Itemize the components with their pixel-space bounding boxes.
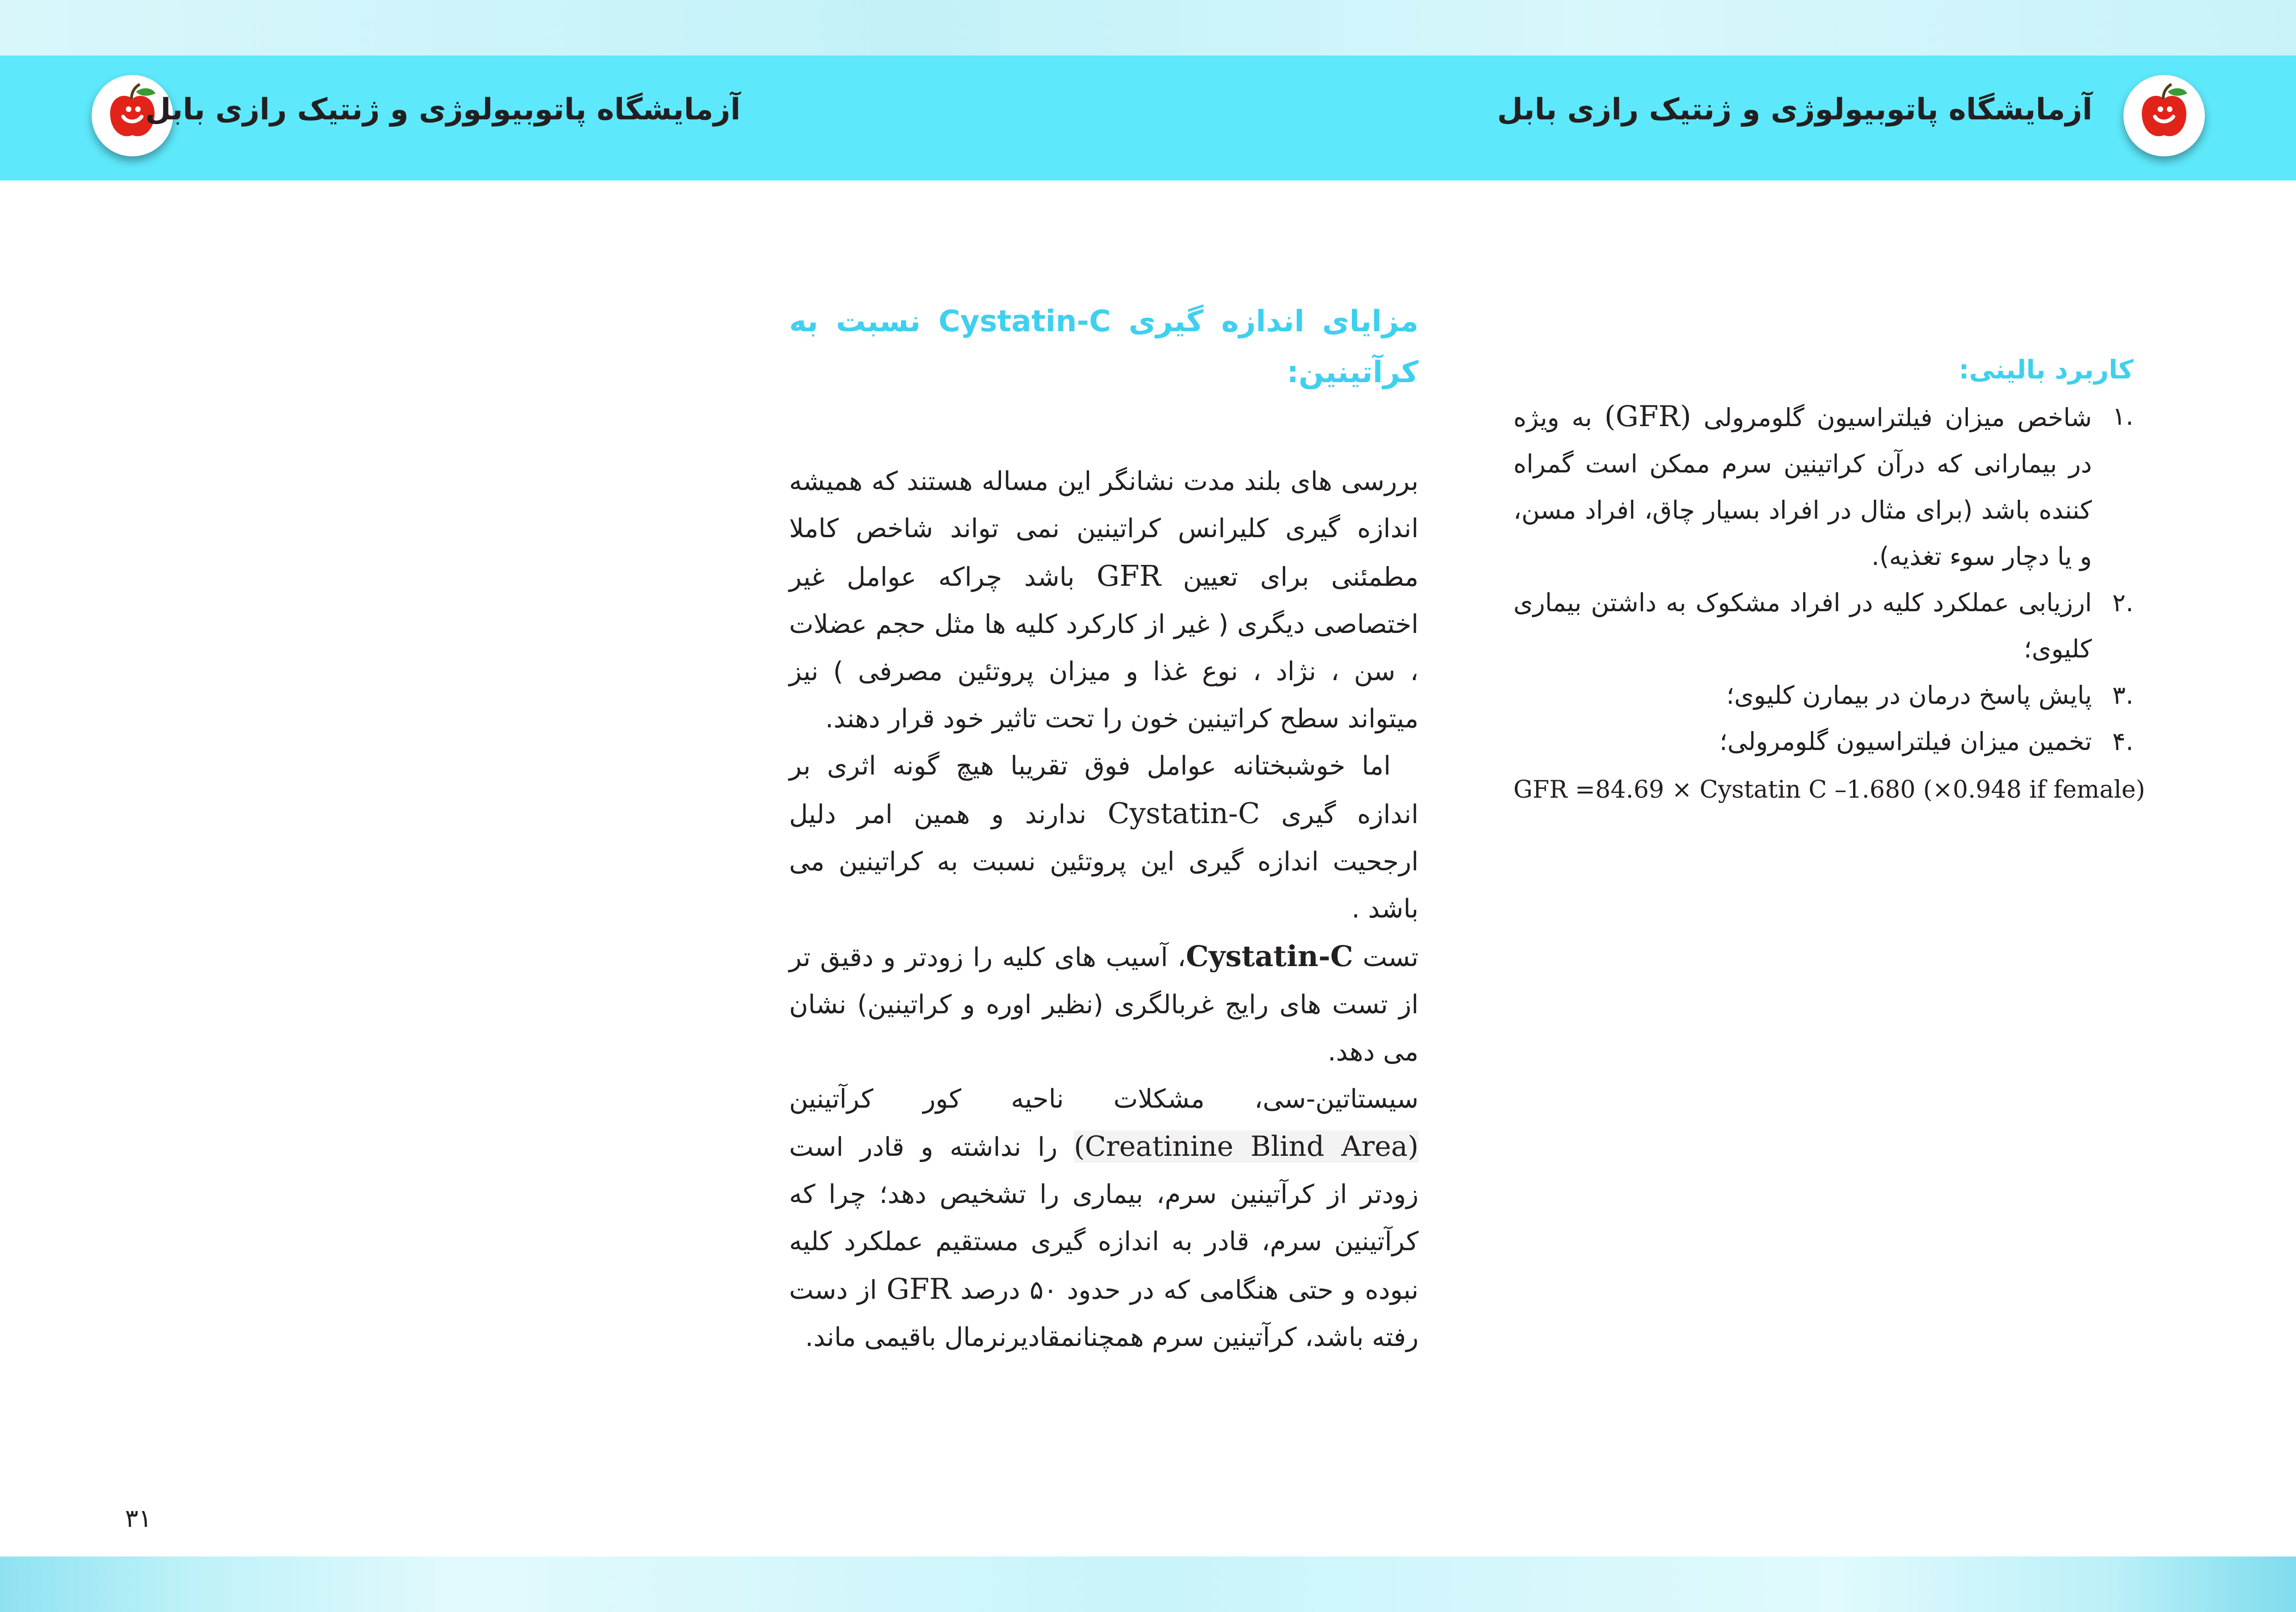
right-page-content <box>1513 347 2146 813</box>
paragraph-4-text-c: از دست رفته باشد، کرآتینین سرم همچنانمقادیرنرمال باقیمی ماند. <box>789 1275 1419 1352</box>
left-page-content <box>789 296 1419 1361</box>
paragraph-3 <box>789 933 1419 1076</box>
header-title-left: آزمایشگاه پاتوبیولوژی و ژنتیک رازی بابل <box>145 93 740 127</box>
list-item-number: .۱ <box>2112 402 2134 431</box>
bottom-decorative-band <box>0 1556 2296 1612</box>
paragraph-3-term: Cystatin-C <box>1186 939 1353 973</box>
page-number: ۳۱ <box>125 1504 152 1533</box>
paragraph-3-text-a: تست <box>1363 942 1419 973</box>
section-heading-advantages: مزایای اندازه گیری Cystatin-C نسبت به کرآتینین: <box>789 304 1419 390</box>
list-item-text-b: به ویژه در بیمارانی که درآن کراتینین سرم ممکن است گمراه کننده باشد (برای مثال در افراد بسیار چاق، افراد مسن، و یا دچار سوء تغذیه). <box>1513 403 2092 571</box>
list-item-text: تخمین میزان فیلتراسیون گلومرولی؛ <box>1719 727 2092 756</box>
list-item-text: ارزیابی عملکرد کلیه در افراد مشکوک به داشتن بیماری کلیوی؛ <box>1513 588 2092 663</box>
clinical-use-list <box>1513 393 2134 765</box>
list-item <box>1513 672 2134 719</box>
paragraph-4-text-a: سیستاتین-سی، مشکلات ناحیه کور کرآتینین <box>789 1084 1419 1114</box>
list-item-term: (GFR) <box>1604 399 1692 433</box>
header-left-page <box>0 56 1148 180</box>
paragraph-3-text-b: ، آسیب های کلیه را زودتر و دقیق تر از تست های رایج غربالگری (نظیر اوره و کراتینین) نشان می دهد. <box>789 942 1419 1067</box>
lab-logo-right <box>2123 75 2205 156</box>
paragraph-1 <box>789 458 1419 743</box>
section-heading-clinical-use: کاربرد بالینی: <box>1959 355 2134 385</box>
paragraph-4-term: (Creatinine Blind Area) <box>1074 1130 1419 1163</box>
paragraph-2-term: Cystatin-C <box>1108 796 1260 830</box>
paragraph-1-term: GFR <box>1096 559 1161 593</box>
paragraph-4-term-2: GFR <box>886 1272 951 1306</box>
list-item-number: .۲ <box>2112 588 2134 617</box>
paragraph-2 <box>789 743 1419 933</box>
paragraph-1-text-a: بررسی های بلند مدت نشانگر این مساله هستند که همیشه اندازه گیری کلیرانس کراتینین نمی تواند شاخص کاملا مطمئنی برای تعیین <box>789 466 1419 592</box>
apple-logo-icon <box>2123 75 2205 156</box>
list-item <box>1513 580 2134 672</box>
top-decorative-band <box>0 0 2296 56</box>
list-item-text-a: شاخص میزان فیلتراسیون گلومرولی <box>1703 403 2092 432</box>
list-item-text: پایش پاسخ درمان در بیمارن کلیوی؛ <box>1726 681 2092 710</box>
header-right-page <box>1148 56 2296 180</box>
paragraph-4 <box>789 1076 1419 1361</box>
page-header <box>0 56 2296 180</box>
paragraph-1-text-b: باشد چراکه عوامل غیر اختصاصی دیگری ( غیر از کارکرد کلیه ها مثل حجم عضلات ، سن ، نژاد ، نوع غذا و میزان پروتئین مصرفی ) نیز میتواند سطح کراتینین خون را تحت تاثیر خود قرار دهند. <box>789 562 1419 734</box>
list-item <box>1513 719 2134 765</box>
paragraph-2-text-a: اما خوشبختانه عوامل فوق تقریبا هیچ گونه اثری بر اندازه گیری <box>789 751 1419 830</box>
paragraph-4-text-b: را نداشته و قادر است زودتر از کرآتینین سرم، بیماری را تشخیص دهد؛ چرا که کرآتینین سرم، قادر به اندازه گیری مستقیم عملکرد کلیه نبوده و حتی هنگامی که در حدود ۵۰ درصد <box>789 1132 1419 1305</box>
list-item-number: .۳ <box>2112 681 2134 710</box>
header-title-right: آزمایشگاه پاتوبیولوژی و ژنتیک رازی بابل <box>1497 93 2092 127</box>
paragraph-2-text-b: ندارند و همین امر دلیل ارجحیت اندازه گیری این پروتئین نسبت به کراتینین می باشد . <box>789 800 1419 924</box>
list-item <box>1513 393 2134 580</box>
gfr-formula: GFR =84.69 × Cystatin C –1.680 (×0.948 if female) <box>1513 776 2146 804</box>
list-item-number: .۴ <box>2112 727 2134 756</box>
